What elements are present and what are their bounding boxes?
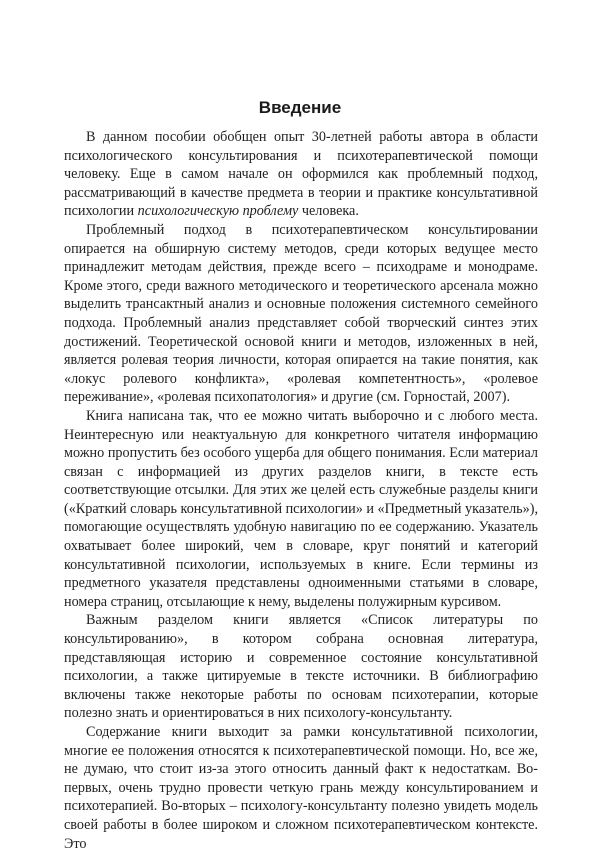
paragraph-5-text: Содержание книги выходит за рамки консультативной психологии, многие ее положения относятся к психотерапевтической помощи. Но, все же, не думаю, что стоит из-за этого относить данный факт к недостаткам. Во-первых, очень трудно провести четкую грань между консультированием и психотерапией. Во-вторых – психологу-консультанту полезно увидеть модель своей работы в более широком и сложном психотерапевтическом контексте. Это (64, 724, 538, 852)
paragraph-2-text: Проблемный подход в психотерапевтическом консультировании опирается на обширную систему методов, среди которых ведущее место принадлежит методам действия, прежде всего – психодраме и монодраме. Кроме этого, среди важного методического и теоретического арсенала можно выделить трансактный анализ и основные положения системного семейного подхода. Проблемный анализ представляет собой творческий синтез этих достижений. Теоретической основой книги и методов, изложенных в ней, является ролевая теория личности, которая опирается на такие понятия, как «локус ролевого конфликта», «ролевая компетентность», «ролевое переживание», «ролевая психопатология» и другие (см. Горностай, 2007). (64, 221, 538, 406)
page-title: Введение (258, 98, 342, 117)
paragraph-5 (64, 723, 538, 853)
paragraph-3-text: Книга написана так, что ее можно читать выборочно и с любого места. Неинтересную или неактуальную для конкретного читателя информацию можно пропустить без особого ущерба для общего понимания. Если материал связан с информацией из других разделов книги, в тексте есть соответствующие отсылки. Для этих же целей есть служебные разделы книги («Краткий словарь консультативной психологии» и «Предметный указатель»), помогающие осуществлять удобную навигацию по ее содержанию. Указатель охватывает более широкий, чем в словаре, круг понятий и категорий консультативной психологии, используемых в книге. Если термины из предметного указателя представлены одноименными статьями в словаре, номера страниц, отсылающие к нему, выделены полужирным курсивом. (64, 407, 539, 610)
body-text (64, 128, 538, 853)
paragraph-1-italic-term: психологическую проблему (137, 203, 299, 220)
paragraph-1-text: В данном пособии обобщен опыт 30-летней работы автора в области психологического консультирования и психотерапевтической помощи человеку. Еще в самом начале он оформился как проблемный подход, рассматривающий в качестве предмета в теории и практике консультативной психологии (64, 129, 538, 220)
paragraph-3 (64, 407, 538, 612)
paragraph-1-tail: человека. (298, 203, 359, 220)
paragraph-1 (64, 128, 538, 221)
paragraph-4 (64, 611, 538, 723)
paragraph-2 (64, 221, 538, 407)
paragraph-4-text: Важным разделом книги является «Список литературы по консультированию», в котором собрана основная литература, представляющая историю и современное состояние консультативной психологии, а также цитируемые в тексте источники. В библиографию включены также некоторые работы по основам психотерапии, которые полезно знать и ориентироваться в них психологу-консультанту. (64, 612, 538, 722)
